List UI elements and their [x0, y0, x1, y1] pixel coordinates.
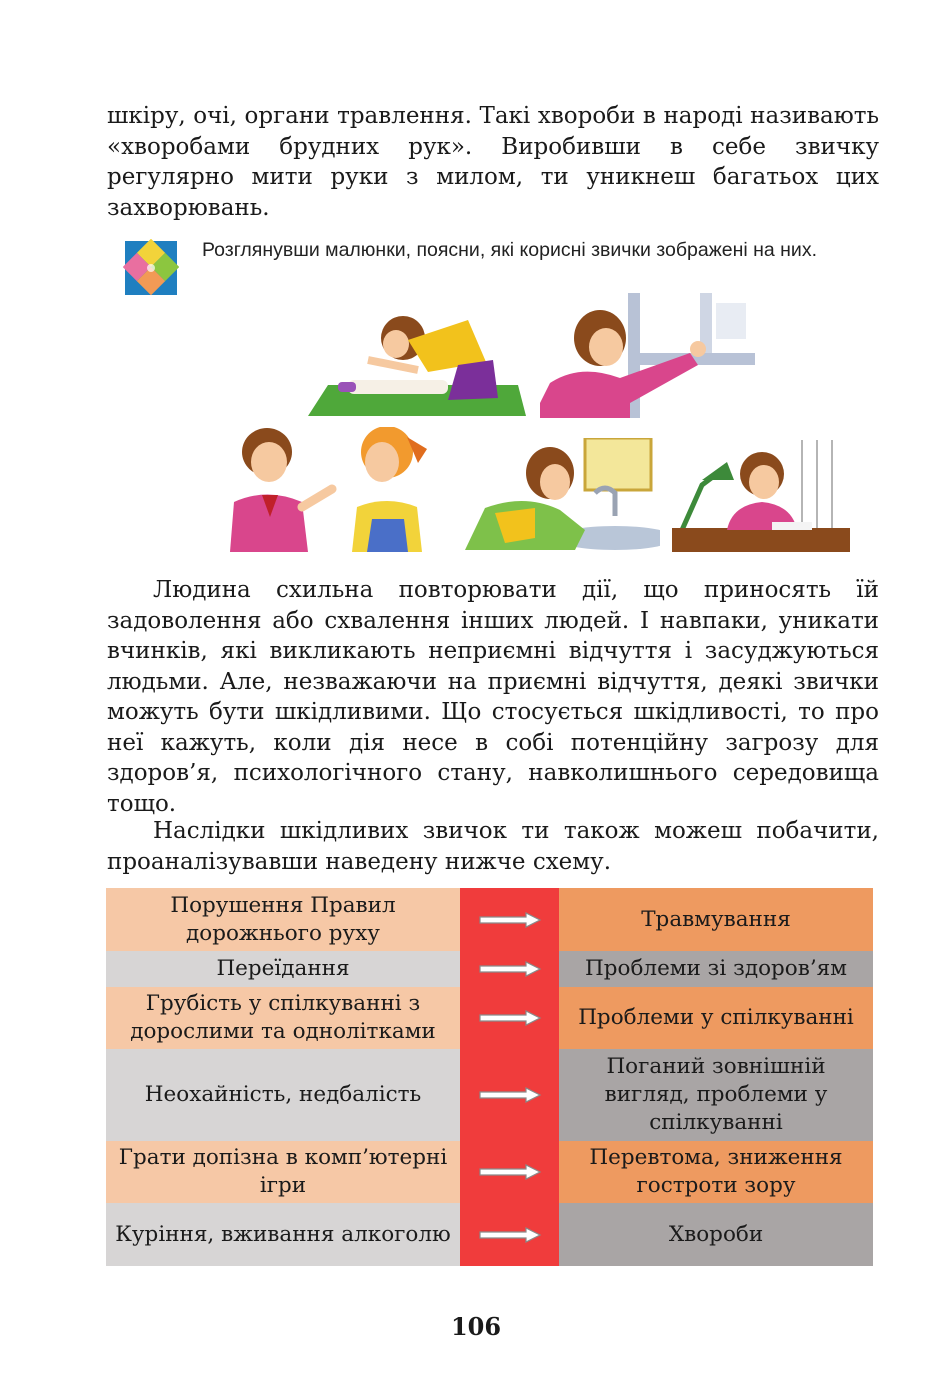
boy-studying-at-desk: [672, 440, 850, 552]
scheme-cause: Грати допізна в комп’ютерні ігри: [106, 1141, 460, 1203]
scheme-effect: Проблеми у спілкуванні: [559, 987, 873, 1049]
arrow-right-icon: [478, 1087, 542, 1103]
task-instruction: Розглянувши малюнки, поясни, які корисні звички зображені на них.: [202, 239, 817, 261]
scheme-cause: Порушення Правил дорожнього руху: [106, 888, 460, 951]
scheme-effect: Хвороби: [559, 1203, 873, 1266]
arrow-right-icon: [478, 912, 542, 928]
scheme-arrow-cell: [460, 1203, 559, 1266]
scheme-cause: Куріння, вживання алкоголю: [106, 1203, 460, 1266]
boy-washing-hands: [465, 438, 660, 550]
scheme-effect: Проблеми зі здоров’ям: [559, 951, 873, 987]
arrow-right-icon: [478, 961, 542, 977]
paragraph-habits: Людина схильна повторювати дії, що приносять їй задоволення або схвалення інших людей. І навпаки, уникати вчинків, які викликають неприємні відчуття і засуджуються людьми. Але, незважаючи на приємні відчуття, деякі звички можуть бути шкідливими. Що стосується шкідливості, то про неї кажуть, коли дія несе в собі потенційну загрозу для здоров’я, психологічного стану, навколишнього середовища тощо.: [107, 577, 879, 817]
scheme-effect: Поганий зовнішній вигляд, проблеми у спілкуванні: [559, 1049, 873, 1141]
puzzle-icon: [123, 239, 179, 297]
scheme-arrow-cell: [460, 1049, 559, 1141]
scheme-row: [106, 987, 873, 1049]
scheme-cause: Неохайність, недбалість: [106, 1049, 460, 1141]
task-block: [123, 237, 868, 302]
paragraph-scheme-intro: Наслідки шкідливих звичок ти також можеш побачити, проаналізувавши наведену нижче схему.: [107, 818, 879, 875]
arrow-right-icon: [478, 1164, 542, 1180]
scheme-effect: Травмування: [559, 888, 873, 951]
arrow-right-icon: [478, 1227, 542, 1243]
boy-stretching-exercise: [308, 300, 526, 418]
arrow-right-icon: [478, 1010, 542, 1026]
scheme-row: [106, 888, 873, 951]
boy-and-girl-talking: [222, 427, 434, 552]
scheme-cause: Переїдання: [106, 951, 460, 987]
page-number: 106: [450, 1312, 502, 1341]
scheme-row: [106, 1049, 873, 1141]
scheme-arrow-cell: [460, 888, 559, 951]
scheme-arrow-cell: [460, 951, 559, 987]
scheme-row: [106, 1141, 873, 1203]
harmful-habits-scheme: [106, 888, 873, 1266]
scheme-cause: Грубість у спілкуванні з дорослими та однолітками: [106, 987, 460, 1049]
scheme-row: [106, 951, 873, 987]
scheme-arrow-cell: [460, 987, 559, 1049]
scheme-row: [106, 1203, 873, 1266]
paragraph-hand-washing: шкіру, очі, органи травлення. Такі хвороби в народі називають «хворобами брудних рук». Виробивши в себе звичку регулярно мити руки з милом, ти уникнеш багатьох цих захворювань.: [107, 103, 879, 221]
scheme-effect: Перевтома, зниження гостроти зору: [559, 1141, 873, 1203]
boy-opening-window: [540, 293, 755, 418]
scheme-arrow-cell: [460, 1141, 559, 1203]
